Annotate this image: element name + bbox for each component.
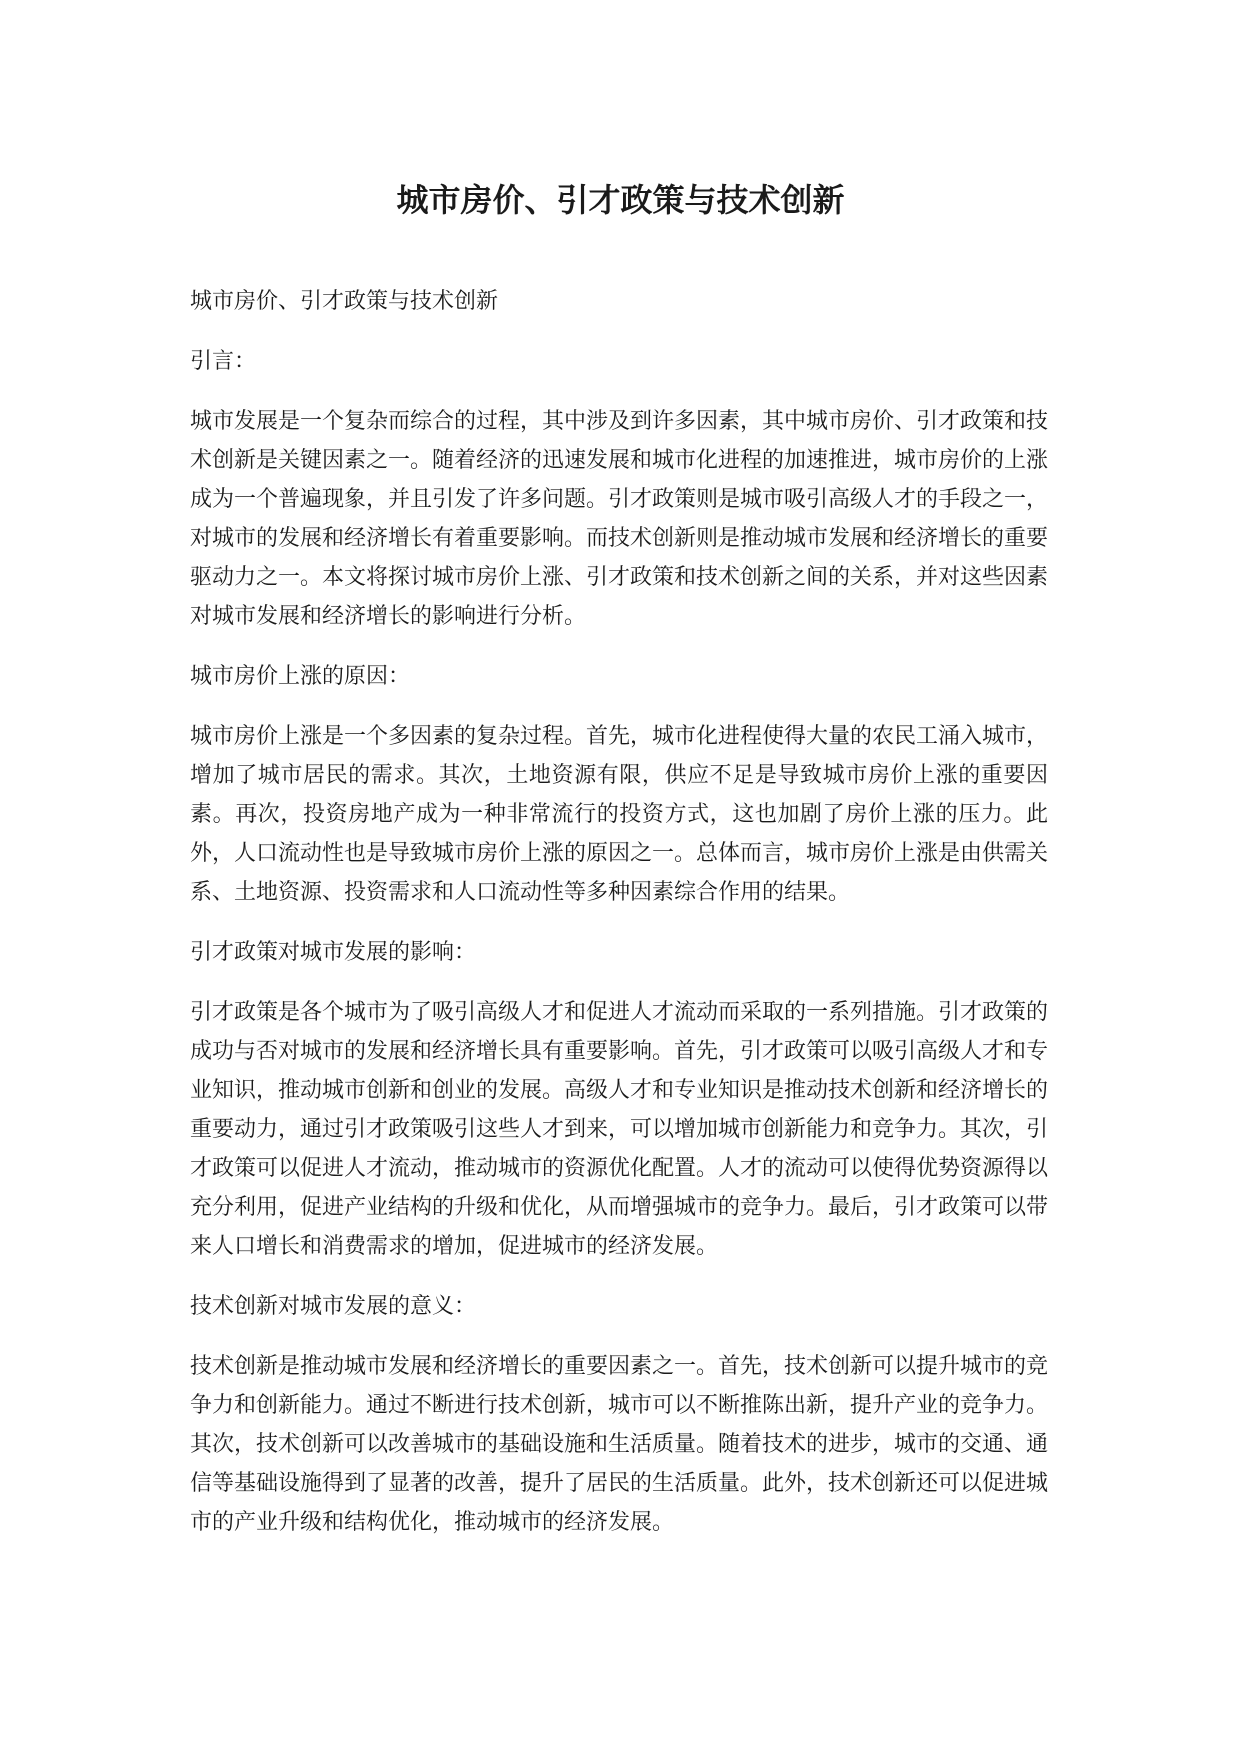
document-body	[190, 282, 1048, 1563]
section-heading-innovation: 技术创新对城市发展的意义：	[190, 1294, 477, 1319]
paragraph-housing: 城市房价上涨是一个多因素的复杂过程。首先，城市化进程使得大量的农民工涌入城市，增加了城市居民的需求。其次，土地资源有限，供应不足是导致城市房价上涨的重要因素。再次，投资房地产成为一种非常流行的投资方式，这也加剧了房价上涨的压力。此外，人口流动性也是导致城市房价上涨的原因之一。总体而言，城市房价上涨是由供需关系、土地资源、投资需求和人口流动性等多种因素综合作用的结果。	[190, 724, 1049, 905]
section-heading-intro: 引言：	[190, 349, 257, 374]
paragraph-intro: 城市发展是一个复杂而综合的过程，其中涉及到许多因素，其中城市房价、引才政策和技术创新是关键因素之一。随着经济的迅速发展和城市化进程的加速推进，城市房价的上涨成为一个普遍现象，并且引发了许多问题。引才政策则是城市吸引高级人才的手段之一，对城市的发展和经济增长有着重要影响。而技术创新则是推动城市发展和经济增长的重要驱动力之一。本文将探讨城市房价上涨、引才政策和技术创新之间的关系，并对这些因素对城市发展和经济增长的影响进行分析。	[190, 409, 1049, 629]
document-title: 城市房价、引才政策与技术创新	[396, 181, 845, 219]
paragraph-talent: 引才政策是各个城市为了吸引高级人才和促进人才流动而采取的一系列措施。引才政策的成功与否对城市的发展和经济增长具有重要影响。首先，引才政策可以吸引高级人才和专业知识，推动城市创新和创业的发展。高级人才和专业知识是推动技术创新和经济增长的重要动力，通过引才政策吸引这些人才到来，可以增加城市创新能力和竞争力。其次，引才政策可以促进人才流动，推动城市的资源优化配置。人才的流动可以使得优势资源得以充分利用，促进产业结构的升级和优化，从而增强城市的竞争力。最后，引才政策可以带来人口增长和消费需求的增加，促进城市的经济发展。	[190, 1000, 1049, 1259]
subtitle-line: 城市房价、引才政策与技术创新	[190, 289, 499, 314]
section-heading-talent: 引才政策对城市发展的影响：	[190, 940, 477, 965]
paragraph-innovation: 技术创新是推动城市发展和经济增长的重要因素之一。首先，技术创新可以提升城市的竞争力和创新能力。通过不断进行技术创新，城市可以不断推陈出新，提升产业的竞争力。其次，技术创新可以改善城市的基础设施和生活质量。随着技术的进步，城市的交通、通信等基础设施得到了显著的改善，提升了居民的生活质量。此外，技术创新还可以促进城市的产业升级和结构优化，推动城市的经济发展。	[190, 1354, 1049, 1535]
section-heading-housing: 城市房价上涨的原因：	[190, 664, 411, 689]
